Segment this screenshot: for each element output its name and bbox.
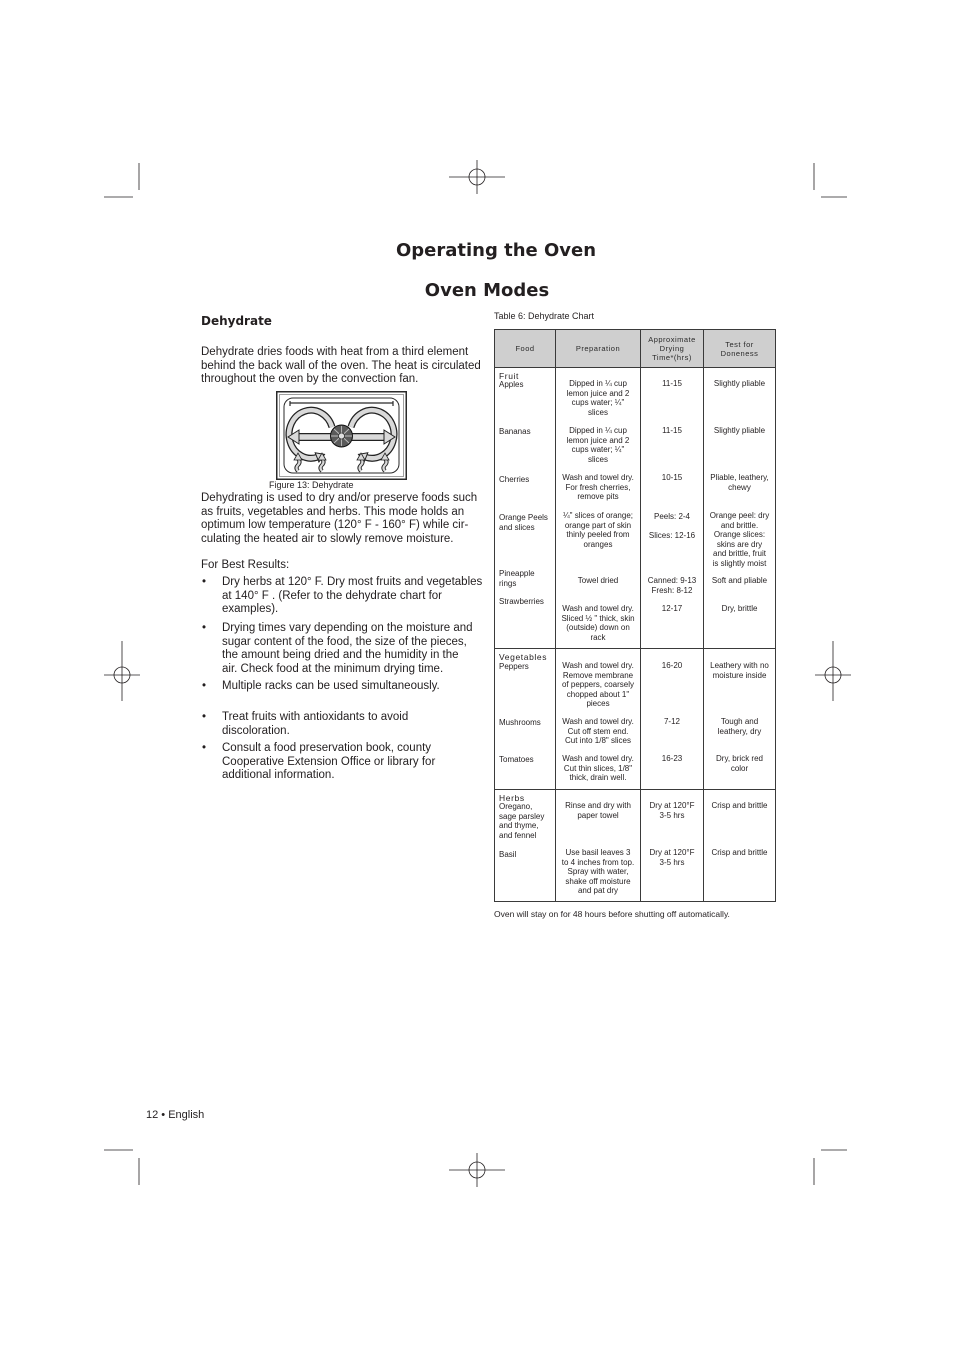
bullet-marker: • [202, 742, 207, 754]
list-item-text: Dry herbs at 120° F. Dry most fruits and vegetables at 140° F . (Refer to the dehydrate chart for examples). [222, 576, 483, 616]
food-cell: Bananas [499, 427, 531, 436]
preparation-cell: Wash and towel dry. For fresh cherries, remove pits [562, 473, 634, 501]
registration-mark-bottom [449, 1153, 505, 1187]
figure-caption: Figure 13: Dehydrate [269, 479, 354, 490]
doneness-cell: Slightly pliable [713, 379, 766, 388]
convection-fan-icon [331, 425, 353, 447]
preparation-cell: Dipped in ¼ cup lemon juice and 2 cups water; ¼" slices [566, 379, 630, 417]
dehydrate-figure [276, 391, 407, 480]
column-header-test [704, 330, 775, 367]
bullet-marker: • [202, 711, 207, 723]
food-cell: Orange Peels and slices [499, 513, 548, 532]
drying-time-cell: 11-15 [662, 426, 682, 435]
list-item-text: Drying times vary depending on the moisture and sugar content of the food, the size of the pieces, the amount being dried and the humidity in the air. Check food at the minimum drying time. [222, 622, 473, 676]
food-cell: Basil [499, 850, 517, 859]
registration-mark-top [449, 160, 505, 194]
column-header-time [641, 330, 703, 367]
doneness-cell: Soft and pliable [711, 576, 768, 585]
section-label-herbs: Herbs [499, 793, 525, 803]
doneness-cell: Tough and leathery, dry [717, 717, 762, 736]
drying-time-cell: Peels: 2-4 Slices: 12-16 [648, 512, 696, 540]
column-header-label: Test for Doneness [720, 339, 759, 358]
header-divider [495, 367, 775, 368]
food-cell: Mushrooms [499, 718, 541, 727]
drying-time-cell: 11-15 [662, 379, 682, 388]
registration-mark-right [815, 641, 851, 701]
preparation-cell: Rinse and dry with paper towel [565, 801, 631, 820]
drying-time-cell: Dry at 120°F 3-5 hrs [649, 848, 695, 867]
preparation-cell: Towel dried [577, 576, 619, 585]
column-header-label: Preparation [575, 344, 621, 353]
food-cell: Tomatoes [499, 755, 534, 764]
section-heading: Dehydrate [201, 313, 272, 328]
page-number: 12 • English [146, 1109, 205, 1121]
doneness-cell: Crisp and brittle [711, 801, 768, 810]
preparation-cell: Wash and towel dry. Cut thin slices, 1/8" thick, drain well. [562, 754, 634, 782]
section-label-fruit: Fruit [499, 371, 519, 381]
list-item-text: Multiple racks can be used simultaneously. [222, 680, 440, 692]
drying-time-cell: 10-15 [661, 473, 683, 482]
page-subtitle: Oven Modes [424, 280, 550, 301]
preparation-cell: Wash and towel dry. Sliced ½ " thick, skin (outside) down on rack [561, 604, 635, 642]
preparation-cell: Dipped in ¼ cup lemon juice and 2 cups water; ¼" slices [566, 426, 630, 464]
page-title: Operating the Oven [395, 240, 597, 261]
preparation-cell: Wash and towel dry. Cut off stem end. Cut into 1/8" slices [562, 717, 634, 745]
list-item-text: Consult a food preservation book, county Cooperative Extension Office or library for additional information. [222, 742, 436, 782]
food-cell: Peppers [499, 662, 529, 671]
doneness-cell: Dry, brittle [721, 604, 758, 613]
bullet-marker: • [202, 680, 207, 692]
dehydrate-chart-table [494, 329, 776, 902]
drying-time-cell: 12-17 [661, 604, 683, 613]
doneness-cell: Dry, brick red color [716, 754, 763, 773]
drying-time-cell: 16-23 [661, 754, 683, 763]
bullet-marker: • [202, 576, 207, 588]
section-label-vegetables: Vegetables [499, 652, 548, 662]
drying-time-cell: Dry at 120°F 3-5 hrs [649, 801, 695, 820]
drying-time-cell: 16-20 [661, 661, 683, 670]
column-header-label: Food [515, 344, 535, 353]
preparation-cell: ¼" slices of orange; orange part of skin thinly peeled from oranges [563, 511, 633, 549]
registration-mark-left [104, 641, 140, 701]
column-header-label: Approximate Drying Time*(hrs) [648, 335, 696, 362]
bullet-marker: • [202, 622, 207, 634]
doneness-cell: Crisp and brittle [711, 848, 768, 857]
section-divider [495, 789, 775, 790]
best-results-label: For Best Results: [201, 559, 290, 571]
doneness-cell: Orange peel: dry and brittle. Orange slices: skins are dry and brittle, fruit is slightly moist [709, 511, 770, 568]
intro-paragraph: Dehydrate dries foods with heat from a third element behind the back wall of the oven. The heat is circulated throughout the oven by the convection fan. [201, 346, 481, 386]
description-paragraph: Dehydrating is used to dry and/or preserve foods such as fruits, vegetables and herbs. This mode holds an optimum low temperature (120° F - 160° F) while cir- culating the heated air to slowly remove moisture. [201, 492, 478, 545]
section-divider [495, 648, 775, 649]
food-cell: Oregano, sage parsley and thyme, and fennel [499, 802, 545, 840]
column-header-food [495, 330, 555, 367]
food-cell: Apples [499, 380, 524, 389]
food-cell: Pineapple rings [499, 569, 535, 588]
doneness-cell: Slightly pliable [713, 426, 766, 435]
table-note: Oven will stay on for 48 hours before shutting off automatically. [494, 908, 730, 919]
preparation-cell: Use basil leaves 3 to 4 inches from top. Spray with water, shake off moisture and pat dry [561, 848, 635, 895]
drying-time-cell: 7-12 [663, 717, 680, 726]
food-cell: Strawberries [499, 597, 544, 606]
table-caption: Table 6: Dehydrate Chart [494, 310, 595, 321]
list-item-text: Treat fruits with antioxidants to avoid discoloration. [222, 711, 409, 737]
food-cell: Cherries [499, 475, 530, 484]
drying-time-cell: Canned: 9-13 Fresh: 8-12 [647, 576, 697, 595]
column-divider [703, 330, 704, 901]
preparation-cell: Wash and towel dry. Remove membrane of peppers, coarsely chopped about 1" pieces [561, 661, 635, 708]
doneness-cell: Pliable, leathery, chewy [710, 473, 769, 492]
doneness-cell: Leathery with no moisture inside [710, 661, 769, 680]
column-header-preparation [556, 330, 640, 367]
